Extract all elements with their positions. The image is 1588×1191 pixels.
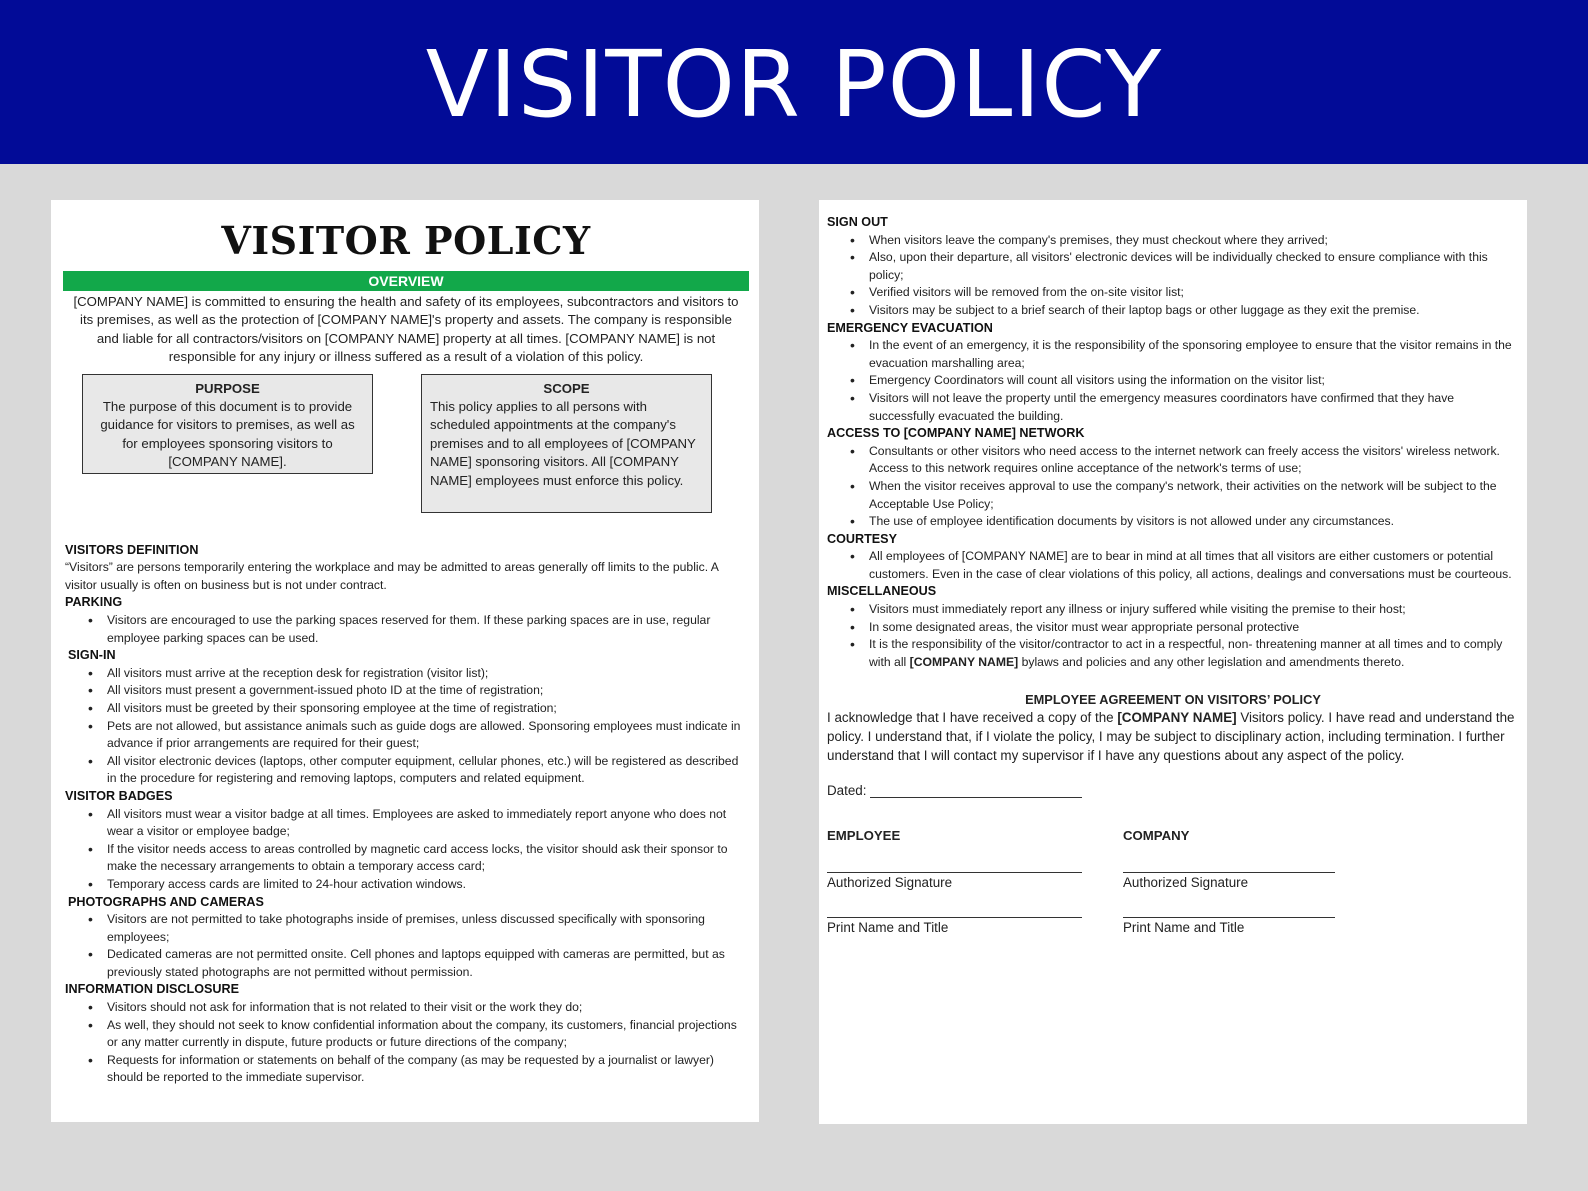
page-1 xyxy=(51,200,759,1122)
scope-text: This policy applies to all persons with scheduled appointments at the company's premises and to all employees of [COMPANY NAME] sponsoring visitors. All [COMPANY NAME] employees must enforce this policy. xyxy=(430,399,696,488)
list-item: • All visitors must present a government-issued photo ID at the time of registration; xyxy=(107,682,747,700)
agreement-text-pre: I acknowledge that I have received a copy of the xyxy=(827,710,1118,726)
list-item: • In some designated areas, the visitor must wear appropriate personal protective xyxy=(869,619,1519,637)
list-item: • In the event of an emergency, it is the responsibility of the sponsoring employee to ensure that the visitor remains in the evacuation marshalling area; xyxy=(869,337,1519,372)
list-item: • All visitors must arrive at the reception desk for registration (visitor list); xyxy=(107,665,747,683)
agreement-company-bold: [COMPANY NAME] xyxy=(1117,710,1237,726)
visitor-badges-list xyxy=(65,806,747,894)
network-list xyxy=(827,443,1519,531)
employee-name-line[interactable] xyxy=(827,917,1082,918)
photographs-list xyxy=(65,911,747,981)
list-item: • Also, upon their departure, all visitors' electronic devices will be individually checked to ensure compliance with this policy; xyxy=(869,249,1519,284)
agreement-text xyxy=(827,709,1519,765)
parking-list xyxy=(65,612,747,647)
document-title: VISITOR POLICY xyxy=(221,218,591,263)
company-name-bold: [COMPANY NAME] xyxy=(909,654,1019,669)
purpose-text: The purpose of this document is to provide guidance for visitors to premises, as well as for employees sponsoring visitors to [COMPANY NAME]. xyxy=(100,399,355,470)
agreement-text-post: Visitors policy. I have read and understand the policy. I understand that, if I violate the policy, I may be subject to disciplinary action, including termination. I further understand that I will contact my supervisor if I have any questions about any aspect of the policy. xyxy=(827,710,1515,763)
employee-name-label: Print Name and Title xyxy=(827,920,949,936)
sign-in-heading: SIGN-IN xyxy=(68,648,116,663)
company-name-label: Print Name and Title xyxy=(1123,920,1245,936)
employee-signature-label: Authorized Signature xyxy=(827,875,953,891)
miscellaneous-heading: MISCELLANEOUS xyxy=(827,584,937,599)
scope-box xyxy=(421,374,712,513)
list-item: • Dedicated cameras are not permitted onsite. Cell phones and laptops equipped with cameras are permitted, but as previously stated photographs are not permitted without permission. xyxy=(107,946,747,981)
list-item xyxy=(869,636,1519,671)
sign-out-list xyxy=(827,232,1519,320)
emergency-list xyxy=(827,337,1519,425)
list-item: • All visitor electronic devices (laptops, other computer equipment, cellular phones, etc.) will be registered as described in the procedure for registering and removing laptops, computers and related equipment. xyxy=(107,753,747,788)
courtesy-heading: COURTESY xyxy=(827,531,897,546)
scope-title: SCOPE xyxy=(543,380,590,396)
employee-heading: EMPLOYEE xyxy=(827,828,901,844)
employee-signature-block xyxy=(827,828,1082,938)
sign-in-list xyxy=(65,665,747,788)
list-item: • If the visitor needs access to areas controlled by magnetic card access locks, the visitor should ask their sponsor to make the necessary arrangements to obtain a temporary access card; xyxy=(107,841,747,876)
visitors-definition-heading: VISITORS DEFINITION xyxy=(65,542,199,557)
courtesy-list xyxy=(827,548,1519,583)
dated-line[interactable] xyxy=(870,783,1082,798)
miscellaneous-list xyxy=(827,601,1519,671)
company-signature-line[interactable] xyxy=(1123,872,1335,873)
overview-heading: OVERVIEW xyxy=(63,271,749,291)
purpose-title: PURPOSE xyxy=(195,380,260,396)
banner-title: VISITOR POLICY xyxy=(425,30,1163,138)
list-item: • Visitors may be subject to a brief search of their laptop bags or other luggage as they exit the premise. xyxy=(869,302,1519,320)
page-2 xyxy=(819,200,1527,1124)
emergency-heading: EMERGENCY EVACUATION xyxy=(827,320,993,335)
signature-area xyxy=(827,828,1519,1028)
list-item: • Verified visitors will be removed from the on-site visitor list; xyxy=(869,284,1519,302)
network-heading: ACCESS TO [COMPANY NAME] NETWORK xyxy=(827,426,1085,441)
list-item: • The use of employee identification documents by visitors is not allowed under any circumstances. xyxy=(869,513,1519,531)
information-disclosure-heading: INFORMATION DISCLOSURE xyxy=(65,982,239,997)
employee-signature-line[interactable] xyxy=(827,872,1082,873)
list-item: • All employees of [COMPANY NAME] are to bear in mind at all times that all visitors are either customers or potential customers. Even in the case of clear violations of this policy, all actions, dealings and conversations must be courteous. xyxy=(869,548,1519,583)
overview-text: [COMPANY NAME] is committed to ensuring the health and safety of its employees, subcontractors and visitors to its premises, as well as the protection of [COMPANY NAME]'s property and assets. The company is responsible and liable for all contractors/visitors on [COMPANY NAME] property at all times. [COMPANY NAME] is not responsible for any injury or illness suffered as a result of a violation of this policy. xyxy=(73,294,739,365)
list-item: • Consultants or other visitors who need access to the internet network can freely access the visitors' wireless network. Access to this network requires online acceptance of the network's terms of use; xyxy=(869,443,1519,478)
photographs-heading: PHOTOGRAPHS AND CAMERAS xyxy=(68,894,264,909)
purpose-box xyxy=(82,374,373,474)
banner xyxy=(0,0,1588,164)
list-item: • Visitors will not leave the property until the emergency measures coordinators have confirmed that they have successfully evacuated the building. xyxy=(869,390,1519,425)
company-heading: COMPANY xyxy=(1123,828,1190,844)
agreement-title: EMPLOYEE AGREEMENT ON VISITORS’ POLICY xyxy=(1025,692,1321,708)
company-signature-block xyxy=(1123,828,1335,938)
dated-label: Dated: xyxy=(827,783,867,799)
list-item: • All visitors must wear a visitor badge at all times. Employees are asked to immediately report anyone who does not wear a visitor or employee badge; xyxy=(107,806,747,841)
list-item: • When visitors leave the company's premises, they must checkout where they arrived; xyxy=(869,232,1519,250)
list-item: • Pets are not allowed, but assistance animals such as guide dogs are allowed. Sponsoring employees must indicate in advance if prior arrangements are required for their guest; xyxy=(107,718,747,753)
misc-text-pre: It is the responsibility of the visitor/contractor to act in a respectful, non- threatening manner at all times and to comply with all xyxy=(869,637,1503,669)
list-item: • Emergency Coordinators will count all visitors using the information on the visitor list; xyxy=(869,372,1519,390)
list-item: • Requests for information or statements on behalf of the company (as may be requested by a journalist or lawyer) should be reported to the immediate supervisor. xyxy=(107,1052,747,1087)
list-item: • Visitors should not ask for information that is not related to their visit or the work they do; xyxy=(107,999,747,1017)
sign-out-heading: SIGN OUT xyxy=(827,215,888,229)
visitors-definition-text: “Visitors” are persons temporarily entering the workplace and may be admitted to areas generally off limits to the public. A visitor usually is often on business but is not under contract. xyxy=(65,560,719,592)
list-item: • When the visitor receives approval to use the company's network, their activities on the network will be subject to the Acceptable Use Policy; xyxy=(869,478,1519,513)
list-item: • Temporary access cards are limited to 24-hour activation windows. xyxy=(107,876,747,894)
company-signature-label: Authorized Signature xyxy=(1123,875,1249,891)
list-item: • Visitors are not permitted to take photographs inside of premises, unless discussed specifically with sponsoring employees; xyxy=(107,911,747,946)
list-item: • Visitors must immediately report any illness or injury suffered while visiting the premise to their host; xyxy=(869,601,1519,619)
information-disclosure-list xyxy=(65,999,747,1087)
visitor-badges-heading: VISITOR BADGES xyxy=(65,788,173,803)
company-name-line[interactable] xyxy=(1123,917,1335,918)
parking-heading: PARKING xyxy=(65,595,123,610)
dated-row xyxy=(827,783,1519,798)
list-item: • As well, they should not seek to know confidential information about the company, its customers, financial projections or any matter currently in dispute, future products or future directions of the company; xyxy=(107,1017,747,1052)
list-item: • Visitors are encouraged to use the parking spaces reserved for them. If these parking spaces are in use, regular employee parking spaces can be used. xyxy=(107,612,747,647)
misc-text-post: bylaws and policies and any other legislation and amendments thereto. xyxy=(1018,654,1405,669)
list-item: • All visitors must be greeted by their sponsoring employee at the time of registration; xyxy=(107,700,747,718)
purpose-scope-boxes xyxy=(65,374,747,524)
